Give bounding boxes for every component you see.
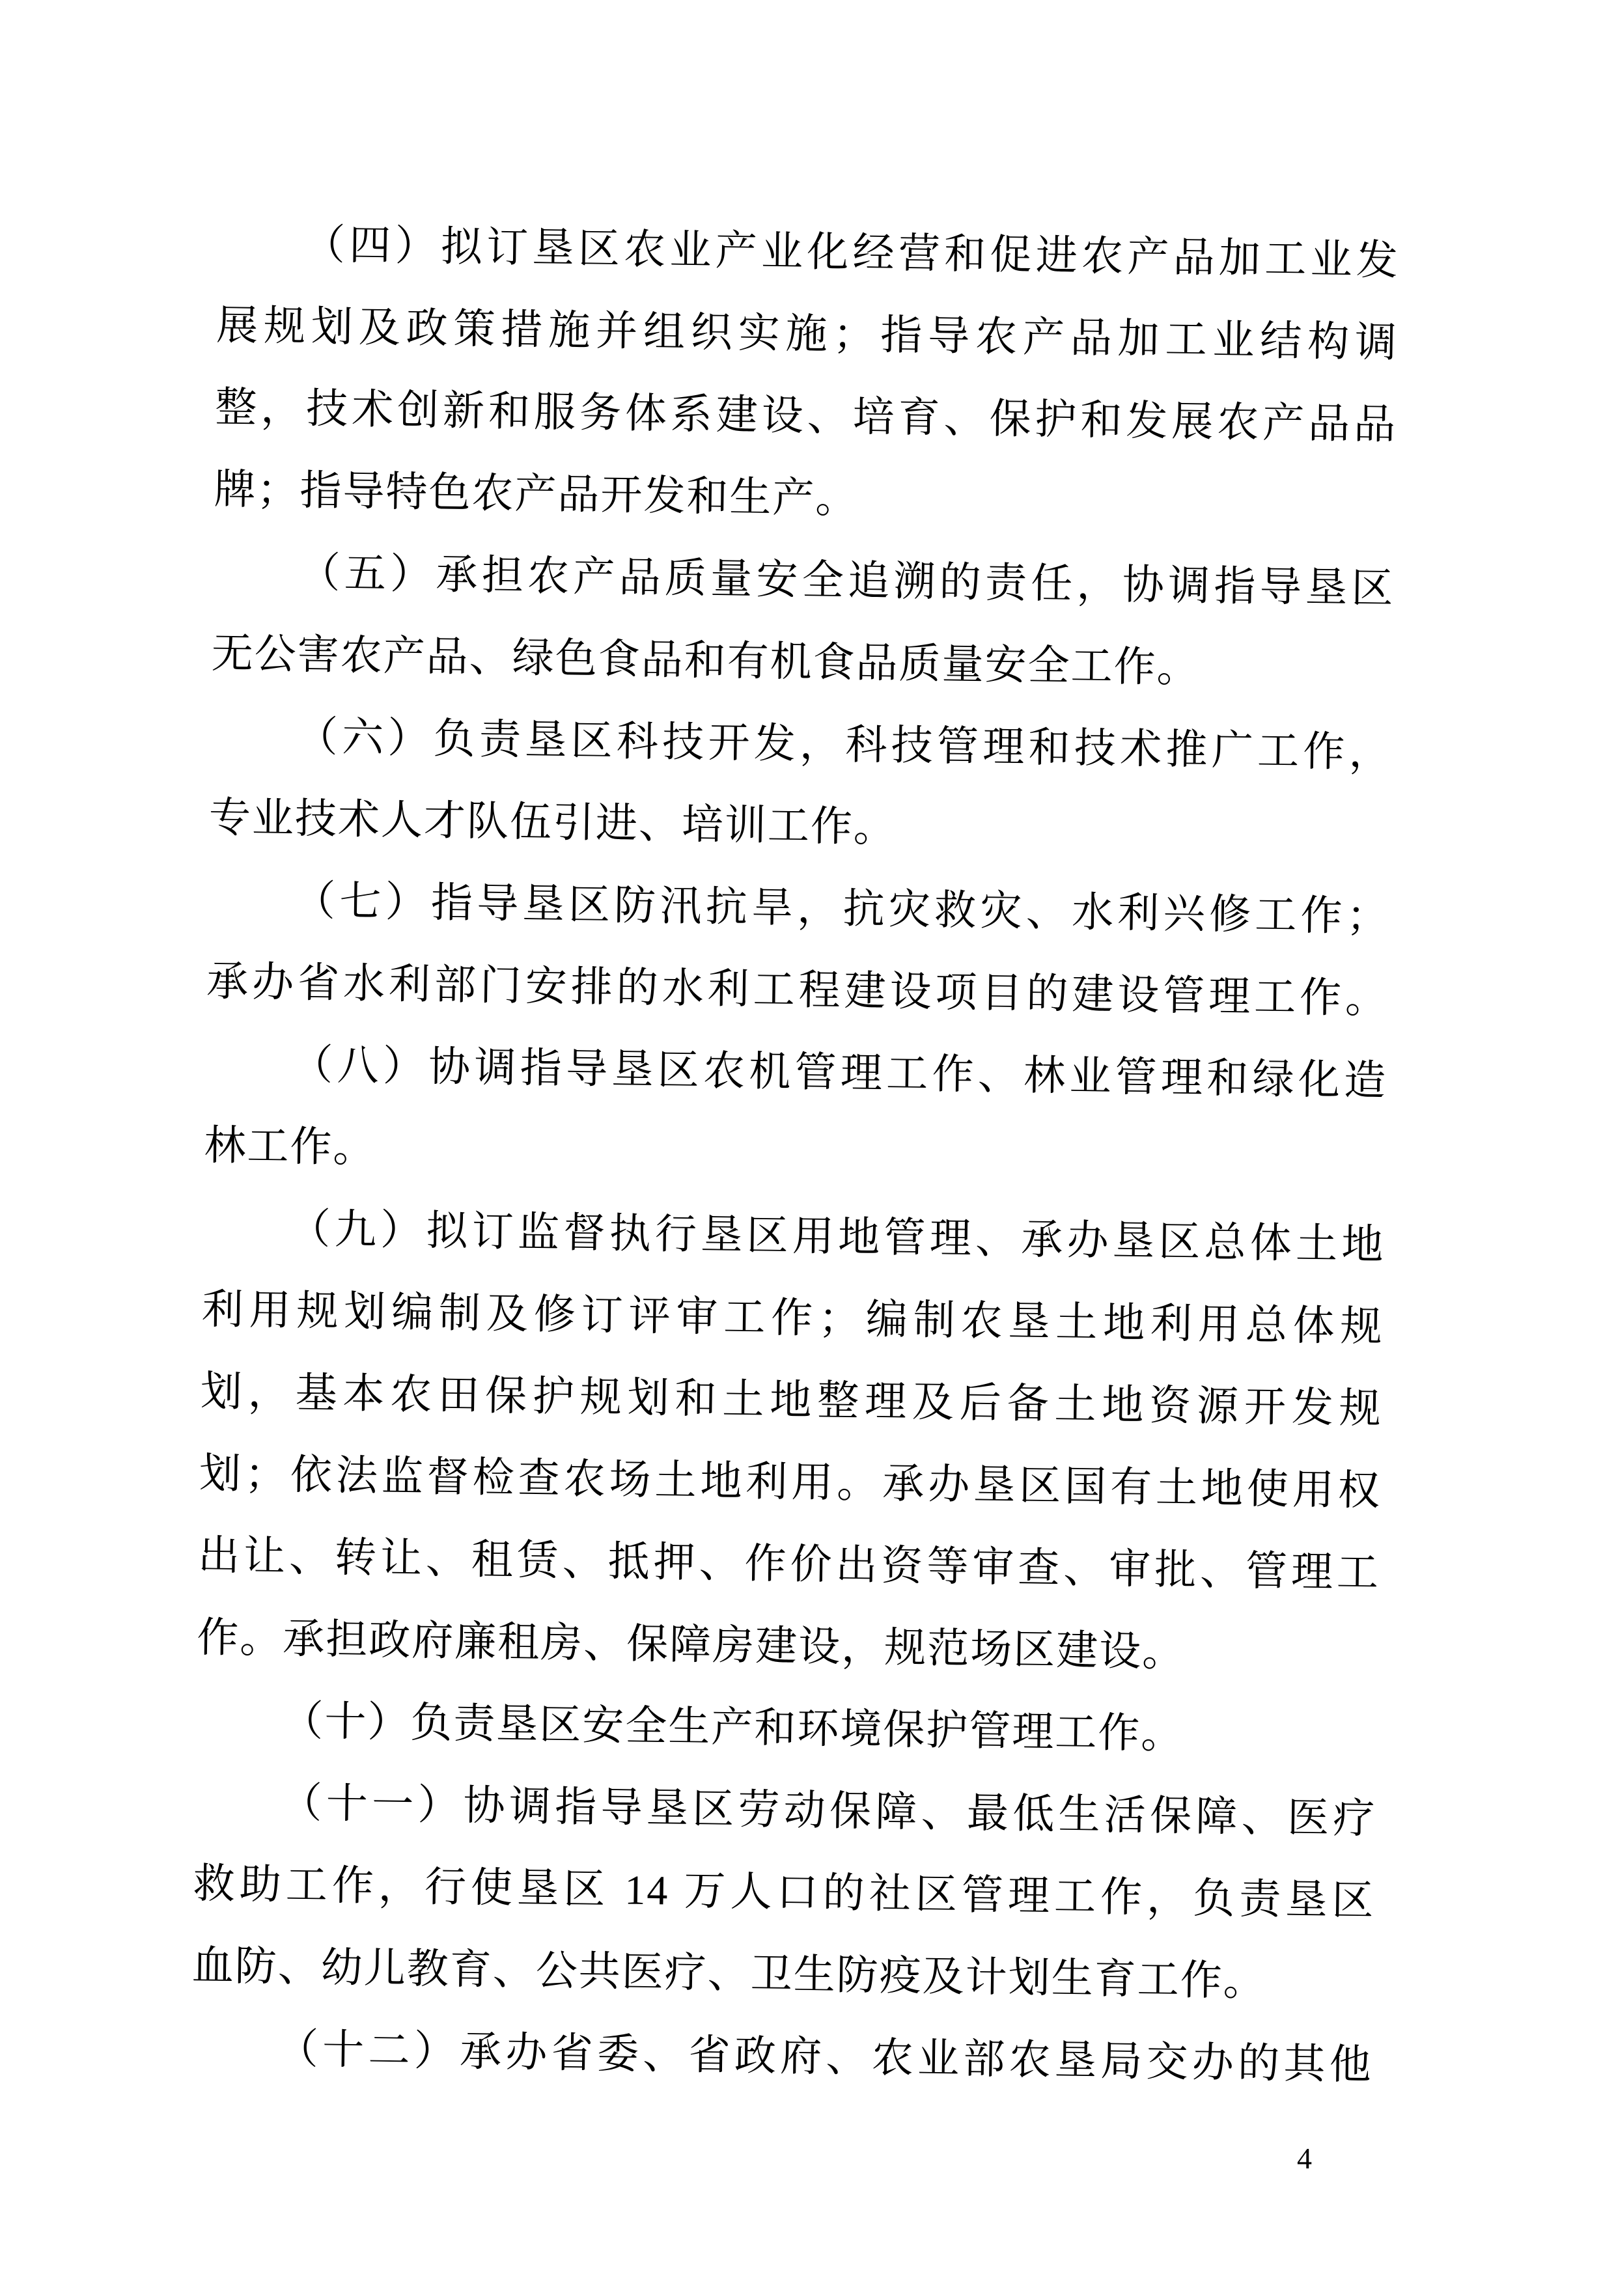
text-line: （十一）协调指导垦区劳动保障、最低生活保障、医疗 (280, 1779, 1376, 1842)
page-number: 4 (1297, 2142, 1312, 2175)
paragraph-item-6 (208, 695, 1393, 876)
text-line: 无公害农产品、绿色食品和有机食品质量安全工作。 (211, 629, 1201, 691)
text-line: 划；依法监督检查农场土地利用。承办垦区国有土地使用权 (199, 1450, 1382, 1514)
text-line: 专业技术人才队伍引进、培训工作。 (208, 794, 897, 851)
text-line: （十）负责垦区安全生产和环境保护管理工作。 (281, 1697, 1184, 1758)
text-line: 划，基本农田保护规划和土地整理及后备土地资源开发规 (200, 1368, 1383, 1432)
text-line: 利用规划编制及修订评审工作；编制农垦土地利用总体规 (201, 1286, 1384, 1350)
text-line: 承办省水利部门安排的水利工程建设项目的建设管理工作。 (206, 958, 1389, 1022)
text-line: 作。承担政府廉租房、保障房建设，规范场区建设。 (196, 1614, 1186, 1676)
paragraph-item-8 (204, 1023, 1388, 1204)
text-line: （六）负责垦区科技开发，科技管理和技术推广工作， (296, 713, 1393, 776)
text-line: （四）拟订垦区农业产业化经营和促进农产品加工业发 (303, 221, 1400, 284)
text-line: 林工作。 (203, 1122, 377, 1171)
text-line: （八）协调指导垦区农机管理工作、林业管理和绿化造 (290, 1041, 1387, 1104)
paragraph-item-5 (211, 531, 1395, 712)
text-line: （十二）承办省委、省政府、农业部农垦局交办的其他 (276, 2025, 1373, 2088)
text-line: （九）拟订监督执行垦区用地管理、承办垦区总体土地 (288, 1205, 1385, 1268)
text-line: 血防、幼儿教育、公共医疗、卫生防疫及计划生育工作。 (191, 1942, 1267, 2005)
paragraph-item-9 (196, 1187, 1385, 1696)
text-line: 出让、转让、租赁、抵押、作价出资等审查、审批、管理工 (197, 1532, 1380, 1596)
text-line: 整，技术创新和服务体系建设、培育、保护和发展农产品品 (214, 383, 1397, 448)
text-line: 牌；指导特色农产品开发和生产。 (213, 465, 859, 522)
text-line: 展规划及政策措施并组织实施；指导农产品加工业结构调 (216, 301, 1399, 366)
text-line: （七）指导垦区防汛抗旱，抗灾救灾、水利兴修工作； (293, 877, 1390, 940)
paragraph-item-12 (190, 2007, 1373, 2107)
paragraph-item-11 (191, 1761, 1376, 2025)
document-body (190, 202, 1400, 2107)
text-line: （五）承担农产品质量安全追溯的责任，协调指导垦区 (298, 549, 1395, 612)
paragraph-item-7 (206, 859, 1390, 1040)
text-line: 救助工作，行使垦区 14 万人口的社区管理工作，负责垦区 (193, 1860, 1376, 1924)
paragraph-item-4 (214, 202, 1400, 548)
